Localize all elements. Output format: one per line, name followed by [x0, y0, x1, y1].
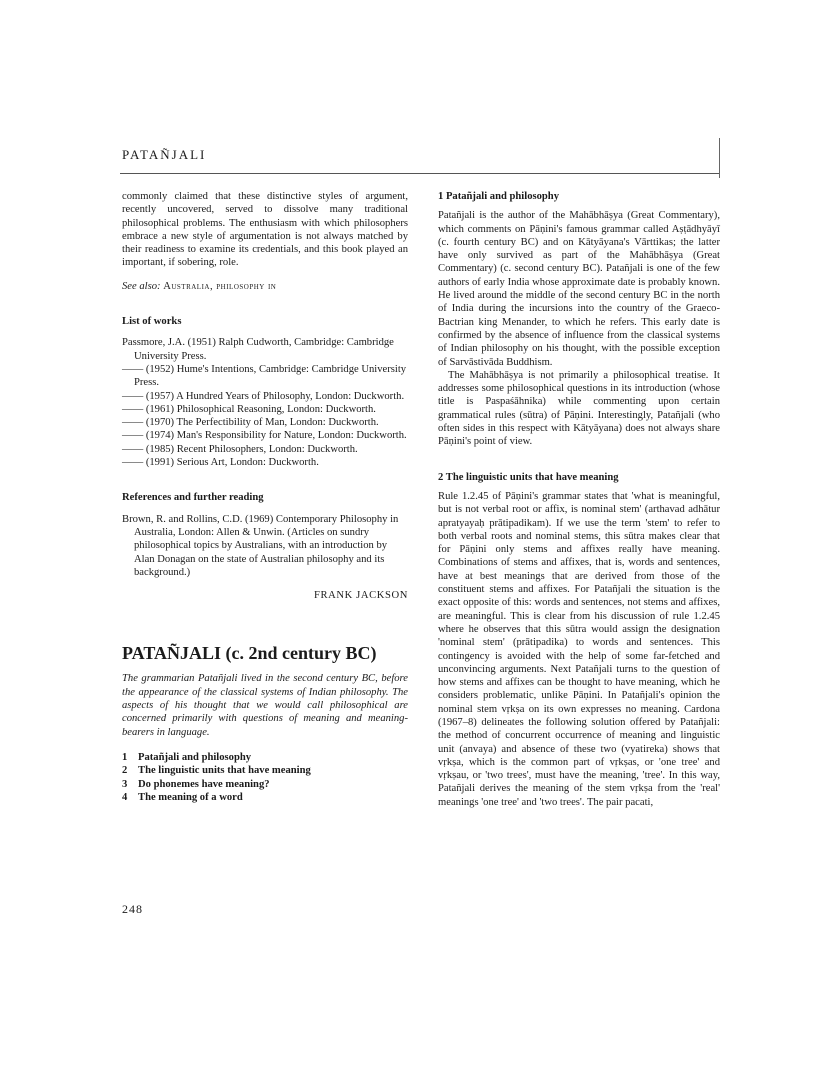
section-2-paragraph-1: Rule 1.2.45 of Pāṇini's grammar states that 'what is meaningful, but is not verbal root or affix, is nominal stem' (arthavad adhātur apratyayaḥ prātipadikam). If we use the term 'stem' to refer to both verbal roots and nominal stems, this sūtra makes clear that for Pāṇini only stems and affixes really have meaning. Combinations of stems and affixes, that is, words and sentences, have at best meanings that are derived from those of the constituent stems and affixes. For Patañjali the situation is the exact opposite of this: words and sentences, not stems and affixes, are meaningful. This is clear from his discussion of rule 1.2.45 where he observes that this sūtra would assign the designation 'nominal stem' (prātipadika) to words and sentences. This contingency is avoided with the help of some far-fetched and unconvincing arguments. Next Patañjali turns to the question of how stems and affixes can be thought to have meaning, which he considers problematic, unlike Pāṇini. In Patañjali's opinion the nominal stem vṛkṣa on its own expresses no meaning. Cardona (1967–8) delineates the following solution offered by Patañjali: the method of concurrent occurrence of meaning and linguistic unit (anvaya) and absence of these two (vyatireka) shows that vṛkṣa, which is the common part of vṛkṣas, or 'one tree' and vṛkṣau, or 'two trees', must have the meaning, 'tree'. In this way, Patañjali derives the meaning of the stem vṛkṣa from the 'real' meanings 'one tree' and 'two trees'. The pair pacati,	[438, 490, 720, 808]
work-entry: —— (1952) Hume's Intentions, Cambridge: Cambridge University Press.	[122, 363, 407, 389]
section-1-paragraph-2: The Mahābhāṣya is not primarily a philosophical treatise. It addresses some philosophical questions in its introduction (whose title is Paspaśāhnika) while commenting upon certain grammatical rules (sūtra) of Pāṇini. Interestingly, Patañjali (who often sides in this respect with Kātyāyana) does not always share Pāṇini's point of view.	[438, 369, 720, 448]
contents-item[interactable]	[122, 764, 408, 777]
refs-list	[122, 513, 408, 579]
running-head: PATAÑJALI	[122, 147, 207, 162]
contents-number: 4	[122, 791, 128, 803]
contents-label: The meaning of a word	[138, 791, 243, 803]
work-entry: —— (1991) Serious Art, London: Duckworth.	[122, 457, 319, 469]
body-paragraph: commonly claimed that these distinctive styles of argument, recently uncovered, served to dissolve many traditional philosophical problems. The enthusiasm with which philosophers embrace a new style of argumentation is not always matched by their readiness to examine its credentials, and this book played an important, if sobering, role.	[122, 191, 408, 269]
contents-label: Patañjali and philosophy	[138, 751, 252, 763]
contents-item[interactable]	[122, 778, 408, 791]
contents-label: Do phonemes have meaning?	[138, 778, 270, 790]
work-entry: —— (1974) Man's Responsibility for Nature, London: Duckworth.	[122, 430, 407, 442]
header-rule	[120, 173, 720, 174]
section-2-heading: 2 The linguistic units that have meaning	[438, 471, 619, 483]
see-also-link[interactable]: Australia, philosophy in	[163, 280, 277, 292]
work-entry: —— (1957) A Hundred Years of Philosophy, London: Duckworth.	[122, 390, 405, 402]
work-entry: —— (1970) The Perfectibility of Man, London: Duckworth.	[122, 417, 379, 429]
works-heading: List of works	[122, 316, 182, 328]
entry-title: PATAÑJALI (c. 2nd century BC)	[122, 643, 377, 664]
ref-entry: Brown, R. and Rollins, C.D. (1969) Contemporary Philosophy in Australia, London: Allen & Unwin. (Articles on sundry philosophical topics by Australians, with an introduction by Alan Donagan on the state of Australian philosophy and its background.)	[122, 513, 399, 578]
author-signature: FRANK JACKSON	[313, 590, 408, 602]
contents-label: The linguistic units that have meaning	[138, 765, 311, 777]
page-number: 248	[122, 902, 143, 916]
right-column	[438, 190, 720, 809]
works-list	[122, 336, 408, 469]
see-also	[122, 280, 408, 293]
section-1-paragraph-1: Patañjali is the author of the Mahābhāṣya (Great Commentary), which comments on Pāṇini's famous grammar called Aṣṭādhyāyī (c. fourth century BC) and on Kātyāyana's Vārttikas; the latter have only survived as part of the Mahābhāṣya (Great Commentary) (c. second century BC). Patañjali is one of the few authors of early India whose approximate date is probably known. He lived around the middle of the second century BC in the north of India during the incursions into the country of the Graeco-Bactrian king Menander, to which he refers. This early date is confirmed by the absence of influence from the classical systems of Indian philosophy on his thought, with the possible exception of Sarvāstivāda Buddhism.	[438, 210, 720, 368]
margin-bar	[719, 138, 720, 178]
see-also-label: See also:	[122, 280, 161, 292]
work-entry: Passmore, J.A. (1951) Ralph Cudworth, Cambridge: Cambridge University Press.	[122, 337, 394, 362]
section-1-heading: 1 Patañjali and philosophy	[438, 191, 559, 202]
refs-heading: References and further reading	[122, 492, 264, 504]
contents-item[interactable]	[122, 791, 408, 804]
contents-number: 2	[122, 765, 128, 777]
contents-list	[122, 751, 408, 804]
contents-number: 1	[122, 751, 128, 763]
left-column	[122, 190, 408, 804]
contents-item[interactable]	[122, 751, 408, 764]
entry-intro: The grammarian Patañjali lived in the second century BC, before the appearance of the classical systems of Indian philosophy. The aspects of his thought that we would call philosophical are concerned primarily with questions of meaning and meaning-bearers in language.	[122, 673, 408, 738]
contents-number: 3	[122, 778, 128, 790]
work-entry: —— (1961) Philosophical Reasoning, London: Duckworth.	[122, 403, 376, 415]
work-entry: —— (1985) Recent Philosophers, London: Duckworth.	[122, 443, 358, 455]
